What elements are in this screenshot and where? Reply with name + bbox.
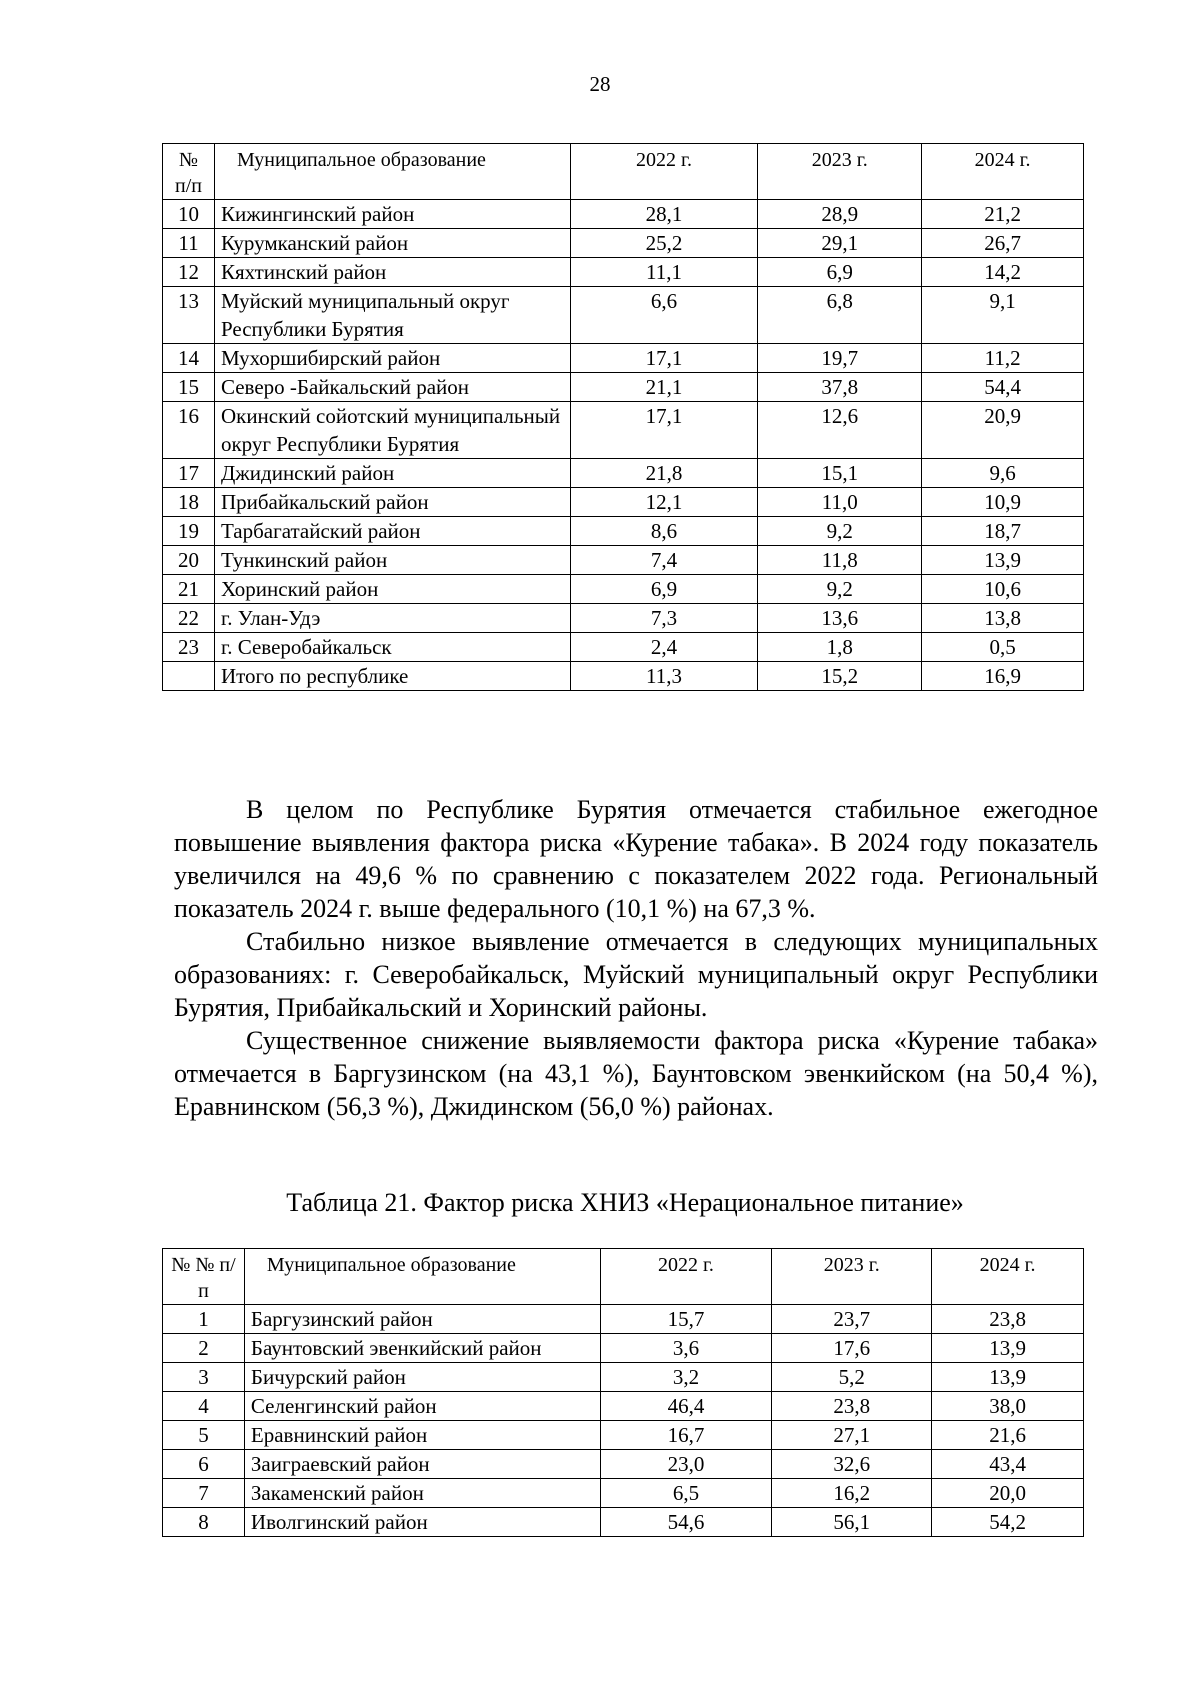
municipality-name: Бичурский район [244, 1363, 600, 1392]
row-number: 3 [163, 1363, 245, 1392]
value-2022: 3,6 [600, 1334, 772, 1363]
value-2022: 17,1 [570, 402, 758, 459]
municipality-name: Селенгинский район [244, 1392, 600, 1421]
value-2024: 54,2 [932, 1508, 1084, 1537]
row-number: 4 [163, 1392, 245, 1421]
table-row [163, 604, 1084, 633]
row-number: 21 [163, 575, 215, 604]
value-2023: 15,1 [758, 459, 922, 488]
value-2022: 11,1 [570, 258, 758, 287]
row-number: 2 [163, 1334, 245, 1363]
municipality-name: Тарбагатайский район [214, 517, 570, 546]
table-row [163, 1363, 1084, 1392]
row-number: 13 [163, 287, 215, 344]
value-2024: 9,6 [922, 459, 1084, 488]
table-row [163, 1305, 1084, 1334]
table-row [163, 1392, 1084, 1421]
value-2023: 28,9 [758, 200, 922, 229]
value-2023: 5,2 [772, 1363, 932, 1392]
municipality-name: Кижингинский район [214, 200, 570, 229]
municipality-name: Джидинский район [214, 459, 570, 488]
value-2023: 15,2 [758, 662, 922, 691]
table-row [163, 200, 1084, 229]
smoking-table [162, 143, 1084, 691]
value-2023: 37,8 [758, 373, 922, 402]
row-number: 22 [163, 604, 215, 633]
value-2022: 6,5 [600, 1479, 772, 1508]
value-2023: 6,8 [758, 287, 922, 344]
table-row [163, 344, 1084, 373]
value-2022: 21,8 [570, 459, 758, 488]
value-2024: 18,7 [922, 517, 1084, 546]
municipality-name: Муйский муниципальный округ Республики Бурятия [214, 287, 570, 344]
value-2024: 21,6 [932, 1421, 1084, 1450]
table-row [163, 633, 1084, 662]
value-2022: 23,0 [600, 1450, 772, 1479]
page-number: 28 [589, 72, 611, 96]
table-row [163, 258, 1084, 287]
value-2023: 1,8 [758, 633, 922, 662]
table-row [163, 459, 1084, 488]
value-2022: 15,7 [600, 1305, 772, 1334]
table-row [163, 373, 1084, 402]
table-row [163, 575, 1084, 604]
header-2024: 2024 г. [932, 1249, 1084, 1305]
value-2024: 10,9 [922, 488, 1084, 517]
value-2022: 11,3 [570, 662, 758, 691]
value-2024: 54,4 [922, 373, 1084, 402]
header-2024: 2024 г. [922, 144, 1084, 200]
value-2023: 29,1 [758, 229, 922, 258]
paragraph: Стабильно низкое выявление отмечается в следующих муниципальных образованиях: г. Северобайкальск, Муйский муниципальный округ Республики Бурятия, Прибайкальский и Хоринский районы. [174, 927, 1098, 1022]
value-2023: 9,2 [758, 517, 922, 546]
municipality-name: Курумканский район [214, 229, 570, 258]
row-number: 19 [163, 517, 215, 546]
value-2022: 7,3 [570, 604, 758, 633]
value-2023: 23,8 [772, 1392, 932, 1421]
row-number: 23 [163, 633, 215, 662]
nutrition-table [162, 1248, 1084, 1537]
value-2022: 28,1 [570, 200, 758, 229]
table-row [163, 287, 1084, 344]
row-number: 20 [163, 546, 215, 575]
value-2023: 12,6 [758, 402, 922, 459]
header-2022: 2022 г. [570, 144, 758, 200]
value-2022: 6,6 [570, 287, 758, 344]
value-2024: 13,9 [932, 1334, 1084, 1363]
value-2024: 10,6 [922, 575, 1084, 604]
value-2022: 8,6 [570, 517, 758, 546]
value-2022: 2,4 [570, 633, 758, 662]
header-2023: 2023 г. [758, 144, 922, 200]
table-row [163, 517, 1084, 546]
municipality-name: Иволгинский район [244, 1508, 600, 1537]
value-2024: 11,2 [922, 344, 1084, 373]
value-2024: 21,2 [922, 200, 1084, 229]
table-row [163, 662, 1084, 691]
value-2023: 23,7 [772, 1305, 932, 1334]
table-header-row [163, 144, 1084, 200]
value-2022: 54,6 [600, 1508, 772, 1537]
value-2022: 17,1 [570, 344, 758, 373]
header-num: № п/п [163, 144, 215, 200]
value-2024: 13,8 [922, 604, 1084, 633]
value-2024: 9,1 [922, 287, 1084, 344]
value-2022: 25,2 [570, 229, 758, 258]
row-number: 11 [163, 229, 215, 258]
row-number: 14 [163, 344, 215, 373]
table-row [163, 1450, 1084, 1479]
value-2024: 14,2 [922, 258, 1084, 287]
value-2024: 16,9 [922, 662, 1084, 691]
municipality-name: Мухоршибирский район [214, 344, 570, 373]
table-header-row [163, 1249, 1084, 1305]
municipality-name: Хоринский район [214, 575, 570, 604]
row-number: 18 [163, 488, 215, 517]
municipality-name: Окинский сойотский муниципальный округ Республики Бурятия [214, 402, 570, 459]
value-2024: 13,9 [922, 546, 1084, 575]
table-row [163, 229, 1084, 258]
table-row [163, 1508, 1084, 1537]
value-2024: 26,7 [922, 229, 1084, 258]
value-2023: 56,1 [772, 1508, 932, 1537]
header-municipality: Муниципальное образование [214, 144, 570, 200]
body-text [174, 793, 1098, 1123]
header-2022: 2022 г. [600, 1249, 772, 1305]
row-number: 12 [163, 258, 215, 287]
paragraph: Существенное снижение выявляемости фактора риска «Курение табака» отмечается в Баргузинском (на 43,1 %), Баунтовском эвенкийском (на 50,4 %), Еравнинском (56,3 %), Джидинском (56,0 %) районах. [174, 1026, 1098, 1121]
value-2022: 6,9 [570, 575, 758, 604]
table-row [163, 546, 1084, 575]
municipality-name: Прибайкальский район [214, 488, 570, 517]
value-2022: 46,4 [600, 1392, 772, 1421]
table-row [163, 1421, 1084, 1450]
value-2024: 0,5 [922, 633, 1084, 662]
row-number: 15 [163, 373, 215, 402]
paragraph: В целом по Республике Бурятия отмечается стабильное ежегодное повышение выявления фактора риска «Курение табака». В 2024 году показатель увеличился на 49,6 % по сравнению с показателем 2022 года. Региональный показатель 2024 г. выше федерального (10,1 %) на 67,3 %. [174, 795, 1098, 923]
value-2022: 12,1 [570, 488, 758, 517]
municipality-name: Баунтовский эвенкийский район [244, 1334, 600, 1363]
value-2022: 21,1 [570, 373, 758, 402]
row-number: 17 [163, 459, 215, 488]
value-2023: 11,8 [758, 546, 922, 575]
value-2024: 20,0 [932, 1479, 1084, 1508]
municipality-name: Закаменский район [244, 1479, 600, 1508]
municipality-name: Баргузинский район [244, 1305, 600, 1334]
value-2023: 11,0 [758, 488, 922, 517]
table-row [163, 1479, 1084, 1508]
table-row [163, 1334, 1084, 1363]
value-2023: 19,7 [758, 344, 922, 373]
value-2024: 13,9 [932, 1363, 1084, 1392]
municipality-name: г. Улан-Удэ [214, 604, 570, 633]
municipality-name: Кяхтинский район [214, 258, 570, 287]
municipality-name: Еравнинский район [244, 1421, 600, 1450]
value-2023: 9,2 [758, 575, 922, 604]
row-number [163, 662, 215, 691]
row-number: 10 [163, 200, 215, 229]
value-2023: 16,2 [772, 1479, 932, 1508]
municipality-name: Заиграевский район [244, 1450, 600, 1479]
table-row [163, 488, 1084, 517]
table-row [163, 402, 1084, 459]
value-2023: 32,6 [772, 1450, 932, 1479]
value-2023: 6,9 [758, 258, 922, 287]
header-municipality: Муниципальное образование [244, 1249, 600, 1305]
value-2022: 7,4 [570, 546, 758, 575]
value-2023: 27,1 [772, 1421, 932, 1450]
municipality-name: г. Северобайкальск [214, 633, 570, 662]
header-num: № № п/п [163, 1249, 245, 1305]
municipality-name: Северо -Байкальский район [214, 373, 570, 402]
row-number: 6 [163, 1450, 245, 1479]
header-2023: 2023 г. [772, 1249, 932, 1305]
row-number: 5 [163, 1421, 245, 1450]
value-2024: 20,9 [922, 402, 1084, 459]
row-number: 7 [163, 1479, 245, 1508]
table-caption: Таблица 21. Фактор риска ХНИЗ «Нерациональное питание» [286, 1188, 964, 1217]
value-2023: 13,6 [758, 604, 922, 633]
value-2024: 23,8 [932, 1305, 1084, 1334]
row-number: 16 [163, 402, 215, 459]
row-number: 8 [163, 1508, 245, 1537]
value-2024: 38,0 [932, 1392, 1084, 1421]
municipality-name: Итого по республике [214, 662, 570, 691]
value-2023: 17,6 [772, 1334, 932, 1363]
value-2022: 16,7 [600, 1421, 772, 1450]
value-2022: 3,2 [600, 1363, 772, 1392]
municipality-name: Тункинский район [214, 546, 570, 575]
value-2024: 43,4 [932, 1450, 1084, 1479]
row-number: 1 [163, 1305, 245, 1334]
